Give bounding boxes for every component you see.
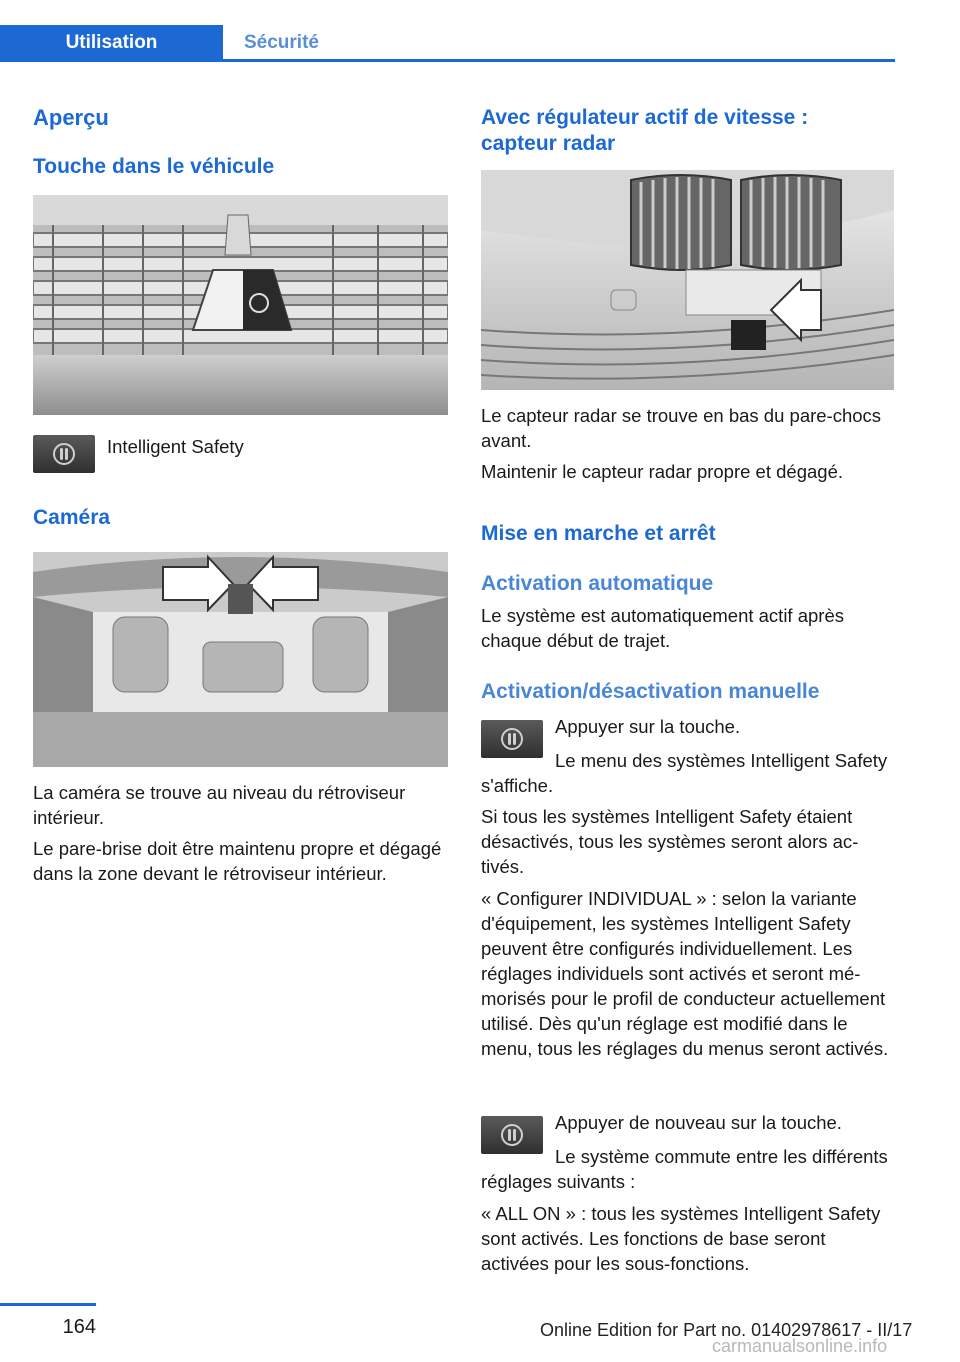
heading-touche-vehicule: Touche dans le véhicule	[33, 155, 275, 178]
intelligent-safety-key-icon	[33, 435, 95, 473]
manual-paragraph-7: « ALL ON » : tous les systèmes Intelligent Safety sont activés. Les fonctions de base seront activées pour les sous-fonctions.	[481, 1203, 881, 1274]
button-in-vehicle-photo	[33, 195, 448, 415]
radar-sensor-photo	[481, 170, 894, 390]
auto-paragraph: Le système est automatiquement actif après chaque début de trajet.	[481, 605, 844, 651]
watermark: carmanualsonline.info	[712, 1336, 888, 1356]
page-number: 164	[62, 1316, 96, 1338]
footer-rule	[0, 1303, 96, 1306]
manual-paragraph-1: Appuyer sur la touche.	[555, 716, 741, 737]
edition-label: Online Edition for Part no. 01402978617 - II/17	[540, 1320, 913, 1340]
heading-mise-en-marche: Mise en marche et arrêt	[481, 522, 716, 545]
tab-bar	[0, 0, 895, 62]
camera-paragraph-1: La caméra se trouve au niveau du rétroviseur intérieur.	[33, 782, 406, 828]
heading-camera: Caméra	[33, 506, 111, 529]
tab-underline	[0, 59, 895, 62]
tab-securite[interactable]: Sécurité	[244, 32, 319, 53]
heading-activation-manuelle: Activation/désactivation manuelle	[481, 680, 820, 703]
camera-paragraph-2: Le pare-brise doit être maintenu propre et dégagé dans la zone devant le rétroviseur intérieur.	[33, 838, 442, 884]
manual-paragraph-3: Si tous les systèmes Intelligent Safety étaient désactivés, tous les systèmes seront alors activés.	[481, 806, 859, 877]
tab-utilisation[interactable]: Utilisation	[0, 25, 223, 61]
manual-paragraph-6: Le système commute entre les différents réglages suivants :	[481, 1146, 888, 1192]
camera-photo	[33, 552, 448, 767]
radar-paragraph-2: Maintenir le capteur radar propre et dégagé.	[481, 461, 843, 482]
heading-radar: Avec régulateur actif de vitesse : capteur radar	[481, 106, 809, 155]
heading-activation-auto: Activation automatique	[481, 572, 714, 595]
heading-apercu: Aperçu	[33, 105, 109, 130]
manual-paragraph-5: Appuyer de nouveau sur la touche.	[555, 1112, 842, 1133]
key-label: Intelligent Safety	[107, 436, 244, 457]
manual-paragraph-4: « Configurer INDIVIDUAL » : selon la variante d'équipement, les systèmes Intelligent Safety peuvent être configurés individuellement. Les réglages individuels sont activés et seront mémorisés pour le profil de conducteur actuellement utilisé. Dès qu'un réglage est modifié dans le menu, tous les réglages du menus seront activés.	[481, 888, 889, 1059]
radar-paragraph-1: Le capteur radar se trouve en bas du pare-chocs avant.	[481, 405, 882, 451]
manual-paragraph-2: Le menu des systèmes Intelligent Safety s'affiche.	[481, 750, 888, 796]
